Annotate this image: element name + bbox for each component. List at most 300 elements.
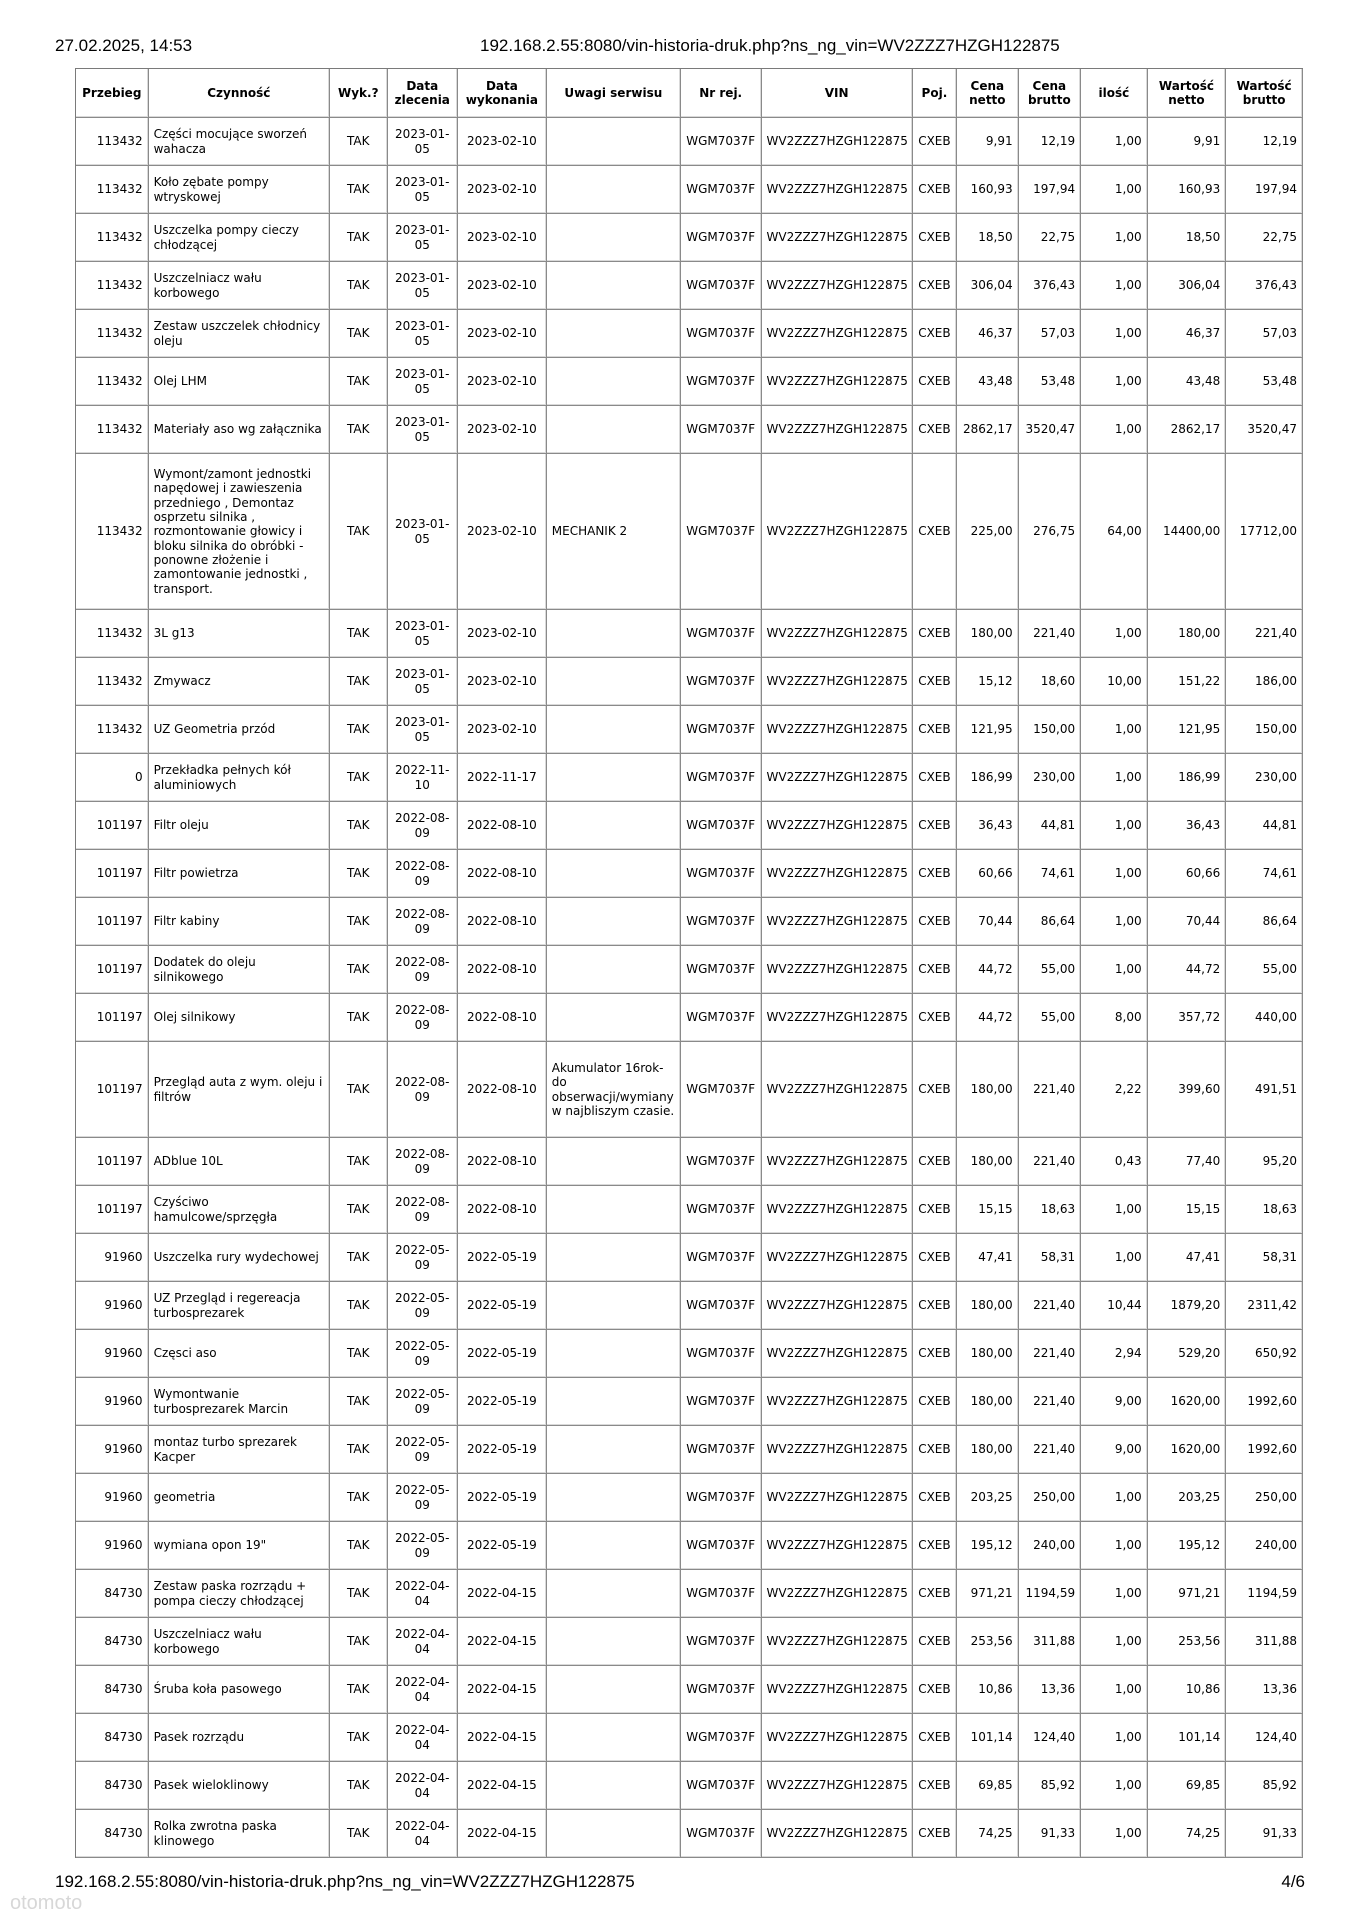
cell-wartosc-brutto: 55,00 bbox=[1226, 946, 1303, 994]
cell-data-wykonania: 2023-02-10 bbox=[458, 214, 547, 262]
cell-cena-netto: 15,12 bbox=[957, 658, 1019, 706]
cell-cena-brutto: 240,00 bbox=[1019, 1522, 1082, 1570]
table-row bbox=[76, 118, 1303, 166]
cell-przebieg: 84730 bbox=[76, 1666, 149, 1714]
cell-czynnosc: Uszczelniacz wału korbowego bbox=[149, 1618, 330, 1666]
cell-czynnosc: Śruba koła pasowego bbox=[149, 1666, 330, 1714]
cell-cena-netto: 180,00 bbox=[957, 610, 1019, 658]
cell-wartosc-brutto: 1992,60 bbox=[1226, 1426, 1303, 1474]
cell-poj: CXEB bbox=[913, 610, 957, 658]
cell-czynnosc: ADblue 10L bbox=[149, 1138, 330, 1186]
cell-wartosc-netto: 253,56 bbox=[1148, 1618, 1227, 1666]
cell-wartosc-brutto: 86,64 bbox=[1226, 898, 1303, 946]
cell-data-zlecenia: 2023-01-05 bbox=[388, 214, 459, 262]
cell-vin: WV2ZZZ7HZGH122875 bbox=[762, 1186, 913, 1234]
cell-ilosc: 1,00 bbox=[1081, 118, 1148, 166]
cell-data-wykonania: 2022-08-10 bbox=[458, 1138, 547, 1186]
table-row bbox=[76, 1426, 1303, 1474]
cell-wartosc-netto: 36,43 bbox=[1148, 802, 1227, 850]
cell-data-wykonania: 2022-04-15 bbox=[458, 1618, 547, 1666]
cell-wartosc-netto: 74,25 bbox=[1148, 1810, 1227, 1858]
cell-data-wykonania: 2023-02-10 bbox=[458, 706, 547, 754]
cell-cena-netto: 69,85 bbox=[957, 1762, 1019, 1810]
cell-wyk: TAK bbox=[330, 898, 387, 946]
table-row bbox=[76, 1186, 1303, 1234]
col-data-wykonania: Data wykonania bbox=[458, 69, 547, 118]
cell-wyk: TAK bbox=[330, 1138, 387, 1186]
cell-nr-rej: WGM7037F bbox=[681, 118, 762, 166]
cell-wyk: TAK bbox=[330, 1042, 387, 1138]
cell-przebieg: 101197 bbox=[76, 946, 149, 994]
cell-przebieg: 113432 bbox=[76, 706, 149, 754]
cell-wartosc-brutto: 491,51 bbox=[1226, 1042, 1303, 1138]
table-row bbox=[76, 310, 1303, 358]
cell-przebieg: 91960 bbox=[76, 1522, 149, 1570]
cell-nr-rej: WGM7037F bbox=[681, 310, 762, 358]
cell-ilosc: 1,00 bbox=[1081, 406, 1148, 454]
cell-data-zlecenia: 2022-08-09 bbox=[388, 1138, 459, 1186]
cell-wartosc-netto: 195,12 bbox=[1148, 1522, 1227, 1570]
cell-wartosc-brutto: 311,88 bbox=[1226, 1618, 1303, 1666]
service-history-table bbox=[75, 68, 1303, 1858]
cell-ilosc: 1,00 bbox=[1081, 754, 1148, 802]
cell-nr-rej: WGM7037F bbox=[681, 262, 762, 310]
cell-wartosc-netto: 180,00 bbox=[1148, 610, 1227, 658]
cell-uwagi-serwisu bbox=[547, 1762, 681, 1810]
table-row bbox=[76, 898, 1303, 946]
cell-nr-rej: WGM7037F bbox=[681, 1666, 762, 1714]
cell-data-wykonania: 2022-04-15 bbox=[458, 1714, 547, 1762]
cell-ilosc: 1,00 bbox=[1081, 1474, 1148, 1522]
cell-cena-netto: 180,00 bbox=[957, 1282, 1019, 1330]
cell-nr-rej: WGM7037F bbox=[681, 1810, 762, 1858]
cell-przebieg: 84730 bbox=[76, 1714, 149, 1762]
cell-cena-netto: 203,25 bbox=[957, 1474, 1019, 1522]
cell-przebieg: 91960 bbox=[76, 1474, 149, 1522]
cell-czynnosc: wymiana opon 19" bbox=[149, 1522, 330, 1570]
cell-vin: WV2ZZZ7HZGH122875 bbox=[762, 658, 913, 706]
cell-data-zlecenia: 2022-05-09 bbox=[388, 1426, 459, 1474]
cell-wyk: TAK bbox=[330, 1570, 387, 1618]
col-wyk: Wyk.? bbox=[330, 69, 387, 118]
cell-cena-netto: 46,37 bbox=[957, 310, 1019, 358]
cell-wartosc-brutto: 440,00 bbox=[1226, 994, 1303, 1042]
cell-ilosc: 1,00 bbox=[1081, 1522, 1148, 1570]
cell-wartosc-netto: 306,04 bbox=[1148, 262, 1227, 310]
col-uwagi-serwisu: Uwagi serwisu bbox=[547, 69, 681, 118]
cell-poj: CXEB bbox=[913, 310, 957, 358]
cell-vin: WV2ZZZ7HZGH122875 bbox=[762, 1762, 913, 1810]
cell-wartosc-brutto: 1992,60 bbox=[1226, 1378, 1303, 1426]
cell-przebieg: 113432 bbox=[76, 610, 149, 658]
cell-nr-rej: WGM7037F bbox=[681, 754, 762, 802]
cell-vin: WV2ZZZ7HZGH122875 bbox=[762, 1426, 913, 1474]
cell-czynnosc: Pasek wieloklinowy bbox=[149, 1762, 330, 1810]
cell-nr-rej: WGM7037F bbox=[681, 214, 762, 262]
cell-uwagi-serwisu bbox=[547, 610, 681, 658]
cell-poj: CXEB bbox=[913, 1138, 957, 1186]
cell-czynnosc: Czyściwo hamulcowe/sprzęgła bbox=[149, 1186, 330, 1234]
cell-przebieg: 113432 bbox=[76, 454, 149, 610]
cell-vin: WV2ZZZ7HZGH122875 bbox=[762, 1570, 913, 1618]
cell-wartosc-netto: 160,93 bbox=[1148, 166, 1227, 214]
cell-przebieg: 101197 bbox=[76, 802, 149, 850]
cell-cena-netto: 44,72 bbox=[957, 946, 1019, 994]
table-row bbox=[76, 994, 1303, 1042]
cell-nr-rej: WGM7037F bbox=[681, 1426, 762, 1474]
cell-data-zlecenia: 2022-04-04 bbox=[388, 1570, 459, 1618]
cell-ilosc: 0,43 bbox=[1081, 1138, 1148, 1186]
cell-data-zlecenia: 2022-11-10 bbox=[388, 754, 459, 802]
cell-ilosc: 1,00 bbox=[1081, 802, 1148, 850]
cell-data-zlecenia: 2022-08-09 bbox=[388, 802, 459, 850]
cell-cena-brutto: 221,40 bbox=[1019, 610, 1082, 658]
cell-nr-rej: WGM7037F bbox=[681, 658, 762, 706]
col-przebieg: Przebieg bbox=[76, 69, 149, 118]
cell-czynnosc: Uszczelka rury wydechowej bbox=[149, 1234, 330, 1282]
cell-cena-brutto: 3520,47 bbox=[1019, 406, 1082, 454]
cell-cena-brutto: 44,81 bbox=[1019, 802, 1082, 850]
cell-wartosc-brutto: 150,00 bbox=[1226, 706, 1303, 754]
cell-ilosc: 1,00 bbox=[1081, 1762, 1148, 1810]
cell-wyk: TAK bbox=[330, 994, 387, 1042]
cell-ilosc: 1,00 bbox=[1081, 610, 1148, 658]
cell-wartosc-brutto: 3520,47 bbox=[1226, 406, 1303, 454]
cell-czynnosc: Koło zębate pompy wtryskowej bbox=[149, 166, 330, 214]
cell-cena-brutto: 18,63 bbox=[1019, 1186, 1082, 1234]
cell-wyk: TAK bbox=[330, 454, 387, 610]
cell-vin: WV2ZZZ7HZGH122875 bbox=[762, 166, 913, 214]
cell-wyk: TAK bbox=[330, 1426, 387, 1474]
cell-czynnosc: geometria bbox=[149, 1474, 330, 1522]
cell-uwagi-serwisu bbox=[547, 1378, 681, 1426]
cell-czynnosc: Przegląd auta z wym. oleju i filtrów bbox=[149, 1042, 330, 1138]
cell-nr-rej: WGM7037F bbox=[681, 1714, 762, 1762]
cell-wyk: TAK bbox=[330, 310, 387, 358]
cell-nr-rej: WGM7037F bbox=[681, 706, 762, 754]
cell-uwagi-serwisu bbox=[547, 1426, 681, 1474]
cell-przebieg: 101197 bbox=[76, 994, 149, 1042]
cell-wartosc-brutto: 2311,42 bbox=[1226, 1282, 1303, 1330]
cell-vin: WV2ZZZ7HZGH122875 bbox=[762, 1810, 913, 1858]
cell-wyk: TAK bbox=[330, 1474, 387, 1522]
cell-cena-brutto: 230,00 bbox=[1019, 754, 1082, 802]
cell-cena-netto: 18,50 bbox=[957, 214, 1019, 262]
cell-przebieg: 91960 bbox=[76, 1378, 149, 1426]
cell-czynnosc: 3L g13 bbox=[149, 610, 330, 658]
cell-cena-netto: 186,99 bbox=[957, 754, 1019, 802]
cell-ilosc: 1,00 bbox=[1081, 1234, 1148, 1282]
cell-przebieg: 84730 bbox=[76, 1762, 149, 1810]
cell-vin: WV2ZZZ7HZGH122875 bbox=[762, 262, 913, 310]
cell-ilosc: 9,00 bbox=[1081, 1426, 1148, 1474]
cell-cena-netto: 47,41 bbox=[957, 1234, 1019, 1282]
cell-wartosc-netto: 77,40 bbox=[1148, 1138, 1227, 1186]
cell-czynnosc: Zestaw uszczelek chłodnicy oleju bbox=[149, 310, 330, 358]
cell-uwagi-serwisu bbox=[547, 946, 681, 994]
cell-przebieg: 84730 bbox=[76, 1810, 149, 1858]
cell-data-zlecenia: 2022-08-09 bbox=[388, 898, 459, 946]
cell-ilosc: 1,00 bbox=[1081, 310, 1148, 358]
cell-czynnosc: montaz turbo sprezarek Kacper bbox=[149, 1426, 330, 1474]
cell-data-wykonania: 2023-02-10 bbox=[458, 406, 547, 454]
cell-cena-brutto: 13,36 bbox=[1019, 1666, 1082, 1714]
cell-cena-netto: 15,15 bbox=[957, 1186, 1019, 1234]
cell-uwagi-serwisu bbox=[547, 1282, 681, 1330]
cell-data-zlecenia: 2022-08-09 bbox=[388, 850, 459, 898]
cell-data-wykonania: 2023-02-10 bbox=[458, 166, 547, 214]
cell-cena-netto: 74,25 bbox=[957, 1810, 1019, 1858]
cell-wyk: TAK bbox=[330, 658, 387, 706]
cell-cena-brutto: 12,19 bbox=[1019, 118, 1082, 166]
cell-vin: WV2ZZZ7HZGH122875 bbox=[762, 358, 913, 406]
cell-cena-brutto: 150,00 bbox=[1019, 706, 1082, 754]
cell-cena-netto: 44,72 bbox=[957, 994, 1019, 1042]
cell-wartosc-brutto: 91,33 bbox=[1226, 1810, 1303, 1858]
cell-data-wykonania: 2022-04-15 bbox=[458, 1810, 547, 1858]
col-czynnosc: Czynność bbox=[149, 69, 330, 118]
cell-cena-brutto: 250,00 bbox=[1019, 1474, 1082, 1522]
cell-wartosc-netto: 70,44 bbox=[1148, 898, 1227, 946]
cell-data-zlecenia: 2023-01-05 bbox=[388, 310, 459, 358]
cell-vin: WV2ZZZ7HZGH122875 bbox=[762, 1618, 913, 1666]
cell-wyk: TAK bbox=[330, 1186, 387, 1234]
cell-vin: WV2ZZZ7HZGH122875 bbox=[762, 1522, 913, 1570]
cell-cena-brutto: 74,61 bbox=[1019, 850, 1082, 898]
cell-poj: CXEB bbox=[913, 214, 957, 262]
cell-vin: WV2ZZZ7HZGH122875 bbox=[762, 898, 913, 946]
cell-uwagi-serwisu bbox=[547, 850, 681, 898]
cell-ilosc: 1,00 bbox=[1081, 1666, 1148, 1714]
cell-data-wykonania: 2022-04-15 bbox=[458, 1762, 547, 1810]
table-row bbox=[76, 1810, 1303, 1858]
cell-wartosc-netto: 43,48 bbox=[1148, 358, 1227, 406]
cell-ilosc: 8,00 bbox=[1081, 994, 1148, 1042]
cell-data-wykonania: 2022-11-17 bbox=[458, 754, 547, 802]
cell-vin: WV2ZZZ7HZGH122875 bbox=[762, 610, 913, 658]
cell-poj: CXEB bbox=[913, 658, 957, 706]
cell-data-zlecenia: 2022-04-04 bbox=[388, 1762, 459, 1810]
cell-data-wykonania: 2022-08-10 bbox=[458, 850, 547, 898]
cell-cena-netto: 180,00 bbox=[957, 1378, 1019, 1426]
cell-poj: CXEB bbox=[913, 1042, 957, 1138]
cell-poj: CXEB bbox=[913, 1570, 957, 1618]
cell-uwagi-serwisu bbox=[547, 754, 681, 802]
cell-czynnosc: Olej silnikowy bbox=[149, 994, 330, 1042]
cell-data-zlecenia: 2022-08-09 bbox=[388, 994, 459, 1042]
cell-czynnosc: Częsci aso bbox=[149, 1330, 330, 1378]
cell-wartosc-netto: 203,25 bbox=[1148, 1474, 1227, 1522]
cell-data-zlecenia: 2022-04-04 bbox=[388, 1666, 459, 1714]
table-row bbox=[76, 610, 1303, 658]
cell-uwagi-serwisu bbox=[547, 406, 681, 454]
cell-wartosc-brutto: 58,31 bbox=[1226, 1234, 1303, 1282]
cell-data-zlecenia: 2023-01-05 bbox=[388, 658, 459, 706]
cell-przebieg: 113432 bbox=[76, 310, 149, 358]
cell-uwagi-serwisu bbox=[547, 1570, 681, 1618]
cell-cena-brutto: 18,60 bbox=[1019, 658, 1082, 706]
cell-czynnosc: Uszczelniacz wału korbowego bbox=[149, 262, 330, 310]
cell-poj: CXEB bbox=[913, 1522, 957, 1570]
cell-wartosc-brutto: 57,03 bbox=[1226, 310, 1303, 358]
cell-cena-netto: 10,86 bbox=[957, 1666, 1019, 1714]
cell-nr-rej: WGM7037F bbox=[681, 898, 762, 946]
cell-cena-netto: 195,12 bbox=[957, 1522, 1019, 1570]
cell-cena-brutto: 22,75 bbox=[1019, 214, 1082, 262]
cell-czynnosc: Uszczelka pompy cieczy chłodzącej bbox=[149, 214, 330, 262]
cell-czynnosc: Wymontwanie turbosprezarek Marcin bbox=[149, 1378, 330, 1426]
cell-poj: CXEB bbox=[913, 1618, 957, 1666]
table-row bbox=[76, 262, 1303, 310]
cell-data-wykonania: 2023-02-10 bbox=[458, 454, 547, 610]
cell-data-zlecenia: 2023-01-05 bbox=[388, 610, 459, 658]
cell-ilosc: 1,00 bbox=[1081, 898, 1148, 946]
cell-poj: CXEB bbox=[913, 406, 957, 454]
cell-ilosc: 1,00 bbox=[1081, 262, 1148, 310]
table-row bbox=[76, 706, 1303, 754]
table-row bbox=[76, 1330, 1303, 1378]
cell-wyk: TAK bbox=[330, 214, 387, 262]
cell-uwagi-serwisu bbox=[547, 1522, 681, 1570]
table-row bbox=[76, 358, 1303, 406]
table-row bbox=[76, 1378, 1303, 1426]
table-row bbox=[76, 1522, 1303, 1570]
col-nr-rej: Nr rej. bbox=[681, 69, 762, 118]
cell-wartosc-brutto: 240,00 bbox=[1226, 1522, 1303, 1570]
cell-uwagi-serwisu bbox=[547, 1714, 681, 1762]
cell-przebieg: 113432 bbox=[76, 658, 149, 706]
cell-vin: WV2ZZZ7HZGH122875 bbox=[762, 1138, 913, 1186]
cell-cena-brutto: 53,48 bbox=[1019, 358, 1082, 406]
cell-przebieg: 113432 bbox=[76, 358, 149, 406]
cell-vin: WV2ZZZ7HZGH122875 bbox=[762, 754, 913, 802]
print-datetime: 27.02.2025, 14:53 bbox=[55, 36, 193, 55]
cell-uwagi-serwisu bbox=[547, 214, 681, 262]
cell-czynnosc: UZ Geometria przód bbox=[149, 706, 330, 754]
cell-nr-rej: WGM7037F bbox=[681, 1474, 762, 1522]
cell-data-zlecenia: 2022-05-09 bbox=[388, 1234, 459, 1282]
cell-data-wykonania: 2022-05-19 bbox=[458, 1234, 547, 1282]
cell-wartosc-brutto: 53,48 bbox=[1226, 358, 1303, 406]
cell-poj: CXEB bbox=[913, 166, 957, 214]
table-row bbox=[76, 406, 1303, 454]
table-row bbox=[76, 214, 1303, 262]
cell-uwagi-serwisu bbox=[547, 1330, 681, 1378]
cell-cena-brutto: 221,40 bbox=[1019, 1282, 1082, 1330]
col-poj: Poj. bbox=[913, 69, 957, 118]
cell-data-wykonania: 2023-02-10 bbox=[458, 310, 547, 358]
cell-cena-netto: 36,43 bbox=[957, 802, 1019, 850]
cell-ilosc: 1,00 bbox=[1081, 706, 1148, 754]
cell-data-zlecenia: 2022-05-09 bbox=[388, 1282, 459, 1330]
col-wartosc-brutto: Wartość brutto bbox=[1226, 69, 1303, 118]
cell-przebieg: 113432 bbox=[76, 118, 149, 166]
cell-vin: WV2ZZZ7HZGH122875 bbox=[762, 1474, 913, 1522]
cell-ilosc: 1,00 bbox=[1081, 166, 1148, 214]
cell-cena-brutto: 91,33 bbox=[1019, 1810, 1082, 1858]
cell-poj: CXEB bbox=[913, 946, 957, 994]
table-header-row bbox=[76, 69, 1303, 118]
table-row bbox=[76, 1714, 1303, 1762]
cell-data-zlecenia: 2022-08-09 bbox=[388, 1186, 459, 1234]
cell-data-wykonania: 2022-05-19 bbox=[458, 1330, 547, 1378]
cell-wyk: TAK bbox=[330, 754, 387, 802]
cell-przebieg: 113432 bbox=[76, 166, 149, 214]
cell-przebieg: 101197 bbox=[76, 850, 149, 898]
cell-nr-rej: WGM7037F bbox=[681, 1570, 762, 1618]
table-row bbox=[76, 1762, 1303, 1810]
cell-wyk: TAK bbox=[330, 1714, 387, 1762]
cell-przebieg: 91960 bbox=[76, 1426, 149, 1474]
cell-wartosc-netto: 60,66 bbox=[1148, 850, 1227, 898]
cell-cena-netto: 121,95 bbox=[957, 706, 1019, 754]
cell-wartosc-brutto: 95,20 bbox=[1226, 1138, 1303, 1186]
cell-poj: CXEB bbox=[913, 1762, 957, 1810]
cell-cena-brutto: 85,92 bbox=[1019, 1762, 1082, 1810]
cell-przebieg: 91960 bbox=[76, 1282, 149, 1330]
cell-czynnosc: UZ Przegląd i regereacja turbosprezarek bbox=[149, 1282, 330, 1330]
cell-ilosc: 1,00 bbox=[1081, 358, 1148, 406]
cell-cena-brutto: 197,94 bbox=[1019, 166, 1082, 214]
cell-wartosc-netto: 357,72 bbox=[1148, 994, 1227, 1042]
cell-ilosc: 1,00 bbox=[1081, 1570, 1148, 1618]
cell-data-zlecenia: 2022-04-04 bbox=[388, 1810, 459, 1858]
cell-data-zlecenia: 2023-01-05 bbox=[388, 706, 459, 754]
cell-nr-rej: WGM7037F bbox=[681, 358, 762, 406]
cell-wartosc-brutto: 186,00 bbox=[1226, 658, 1303, 706]
cell-cena-netto: 180,00 bbox=[957, 1426, 1019, 1474]
col-data-zlecenia: Data zlecenia bbox=[388, 69, 459, 118]
cell-cena-netto: 180,00 bbox=[957, 1138, 1019, 1186]
cell-data-zlecenia: 2022-05-09 bbox=[388, 1330, 459, 1378]
cell-data-wykonania: 2023-02-10 bbox=[458, 610, 547, 658]
cell-wyk: TAK bbox=[330, 118, 387, 166]
cell-przebieg: 101197 bbox=[76, 898, 149, 946]
cell-ilosc: 1,00 bbox=[1081, 1810, 1148, 1858]
cell-poj: CXEB bbox=[913, 1426, 957, 1474]
cell-uwagi-serwisu bbox=[547, 1810, 681, 1858]
cell-uwagi-serwisu bbox=[547, 706, 681, 754]
cell-wartosc-brutto: 17712,00 bbox=[1226, 454, 1303, 610]
cell-czynnosc: Pasek rozrządu bbox=[149, 1714, 330, 1762]
cell-data-wykonania: 2022-05-19 bbox=[458, 1378, 547, 1426]
cell-poj: CXEB bbox=[913, 1234, 957, 1282]
cell-poj: CXEB bbox=[913, 1666, 957, 1714]
table-row bbox=[76, 1666, 1303, 1714]
table-row bbox=[76, 946, 1303, 994]
cell-cena-brutto: 124,40 bbox=[1019, 1714, 1082, 1762]
cell-wartosc-netto: 1620,00 bbox=[1148, 1378, 1227, 1426]
cell-cena-brutto: 57,03 bbox=[1019, 310, 1082, 358]
cell-wartosc-brutto: 12,19 bbox=[1226, 118, 1303, 166]
cell-czynnosc: Filtr oleju bbox=[149, 802, 330, 850]
cell-cena-netto: 971,21 bbox=[957, 1570, 1019, 1618]
cell-cena-brutto: 1194,59 bbox=[1019, 1570, 1082, 1618]
cell-wartosc-brutto: 13,36 bbox=[1226, 1666, 1303, 1714]
cell-cena-brutto: 55,00 bbox=[1019, 994, 1082, 1042]
cell-przebieg: 113432 bbox=[76, 214, 149, 262]
col-cena-brutto: Cena brutto bbox=[1019, 69, 1082, 118]
cell-data-wykonania: 2022-04-15 bbox=[458, 1666, 547, 1714]
cell-czynnosc: Olej LHM bbox=[149, 358, 330, 406]
cell-ilosc: 9,00 bbox=[1081, 1378, 1148, 1426]
cell-nr-rej: WGM7037F bbox=[681, 946, 762, 994]
cell-ilosc: 1,00 bbox=[1081, 1714, 1148, 1762]
cell-uwagi-serwisu bbox=[547, 1618, 681, 1666]
cell-wyk: TAK bbox=[330, 850, 387, 898]
table-row bbox=[76, 1042, 1303, 1138]
cell-nr-rej: WGM7037F bbox=[681, 1762, 762, 1810]
